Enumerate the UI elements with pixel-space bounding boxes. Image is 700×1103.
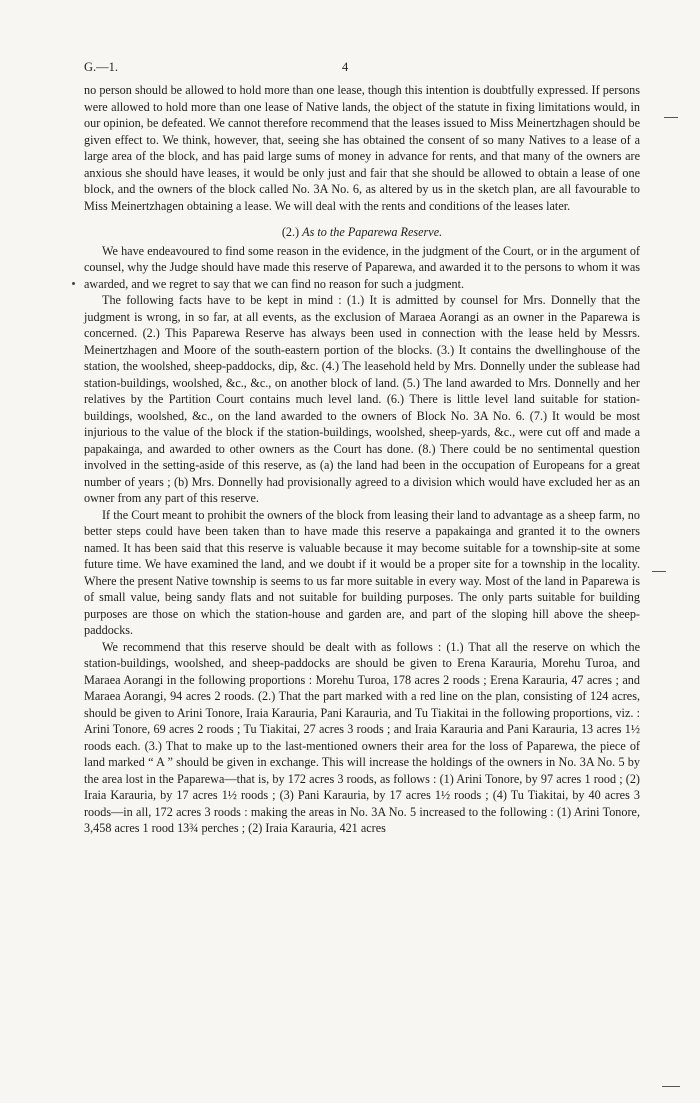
- margin-dot: [72, 282, 75, 285]
- margin-mark: [652, 571, 666, 572]
- section-heading: [84, 224, 640, 241]
- paragraph-continued: no person should be allowed to hold more than one lease, though this intention is doubtfully expressed. If persons were allowed to hold more than one lease of Native lands, the object of the statute in fixing limitations would, in our opinion, be defeated. We cannot therefore recommend that the leases issued to Miss Meinertzhagen should be given effect to. We think, however, that, seeing she has obtained the consent of so many Natives to a lease of a large area of the block, and has paid large sums of money in advance for rents, and that many of the owners are anxious she should have leases, it would be only just and fair that she should be allowed to obtain a lease of one block, and the owners of the block called No. 3A No. 6, as altered by us in the sketch plan, are all favourable to Miss Meinertzhagen obtaining a lease. We will deal with the rents and conditions of the leases later.: [84, 83, 640, 213]
- margin-mark: [664, 117, 678, 118]
- paragraph: We have endeavoured to find some reason in the evidence, in the judgment of the Court, or in the argument of counsel, why the Judge should have made this reserve of Paparewa, and awarded it to the persons to whom it was awarded, and we regret to say that we can find no reason for such a judgment.: [84, 243, 640, 291]
- section-number: (2.): [281, 225, 300, 239]
- paragraph: We recommend that this reserve should be dealt with as follows : (1.) That all the reserve on which the station-buildings, woolshed, and sheep-paddocks are should be given to Erena Karauria, Morehu Turoa, and Maraea Aorangi in the following proportions : Morehu Turoa, 178 acres 2 roods ; Erena Karauria, 47 acres ; and Maraea Aorangi, 94 acres 2 roods. (2.) That the part marked with a red line on the plan, consisting of 124 acres, should be given to Arini Tonore, Iraia Karauria, Pani Karauria, and Tu Tiakitai in the following proportions, viz. : Arini Tonore, 69 acres 2 roods ; Tu Tiakitai, 27 acres 3 roods ; and Iraia Karauria and Pani Karauria, 13 acres 1½ roods each. (3.) That to make up to the last-mentioned owners their area for the loss of Paparewa, the piece of land marked “ A ” should be given in exchange. This will increase the holdings of the owners in No. 3A No. 5 by the area lost in the Paparewa—that is, by 172 acres 3 roods, as follows : (1) Arini Tonore, by 97 acres 1 rood ; (2) Iraia Karauria, by 17 acres 1½ roods ; (3) Pani Karauria, by 17 acres 1½ roods ; (4) Tu Tiakitai, by 40 acres 3 roods—in all, 172 acres 3 roods : making the areas in No. 3A No. 5 increased to the following : (1) Arini Tonore, 3,458 acres 1 rood 13¾ perches ; (2) Iraia Karauria, 421 acres: [84, 639, 640, 835]
- page-number: 4: [342, 60, 349, 74]
- paragraph: The following facts have to be kept in mind : (1.) It is admitted by counsel for Mrs. Donnelly that the judgment is wrong, in so far, at all events, as the exclusion of Maraea Aorangi as an owner in the Paparewa is concerned. (2.) This Paparewa Reserve has always been used in connection with the lease held by Messrs. Meinertzhagen and Moore of the south-eastern portion of the blocks. (3.) It contains the dwellinghouse of the station, the woolshed, sheep-paddocks, dip, &c. (4.) The leasehold held by Mrs. Donnelly under the sublease had station-buildings, woolshed, &c., &c., on another block of land. (5.) The land awarded to Mrs. Donnelly and her relatives by the Partition Court contains much level land. (6.) There is little level land suitable for station-buildings, woolshed, &c., on the land awarded to the owners of Block No. 3A No. 6. (7.) It would be most injurious to the value of the block if the station-buildings, woolshed, sheep-yards, &c., were cut off and made a papakainga, and awarded to other owners as the Court has done. (8.) There could be no sentimental question involved in the setting-aside of this reserve, as (a) the land had been in the occupation of Europeans for a great number of years ; (b) Mrs. Donnelly had provisionally agreed to a division which would have excluded her as an owner from any part of this reserve.: [84, 293, 640, 505]
- document-reference: G.—1.: [84, 60, 119, 74]
- paragraph: If the Court meant to prohibit the owners of the block from leasing their land to advantage as a sheep farm, no better steps could have been taken than to have made this reserve a papakainga and granted it to the owners named. It has been said that this reserve is valuable because it may become suitable for a township-site at some future time. We have examined the land, and we doubt if it would be a proper site for a township in the locality. Where the present Native township is seems to us far more suitable in every way. Most of the land in Paparewa is of small value, being sandy flats and not suitable for building purposes. The only parts suitable for building purposes are those on which the station-house and garden are, and part of the sloping hill above the sheep-paddocks.: [84, 507, 640, 637]
- section-title: As to the Paparewa Reserve.: [302, 225, 443, 239]
- page-header: [84, 60, 640, 82]
- margin-mark: [662, 1086, 680, 1087]
- document-page: [84, 60, 640, 837]
- body-text: [84, 82, 640, 837]
